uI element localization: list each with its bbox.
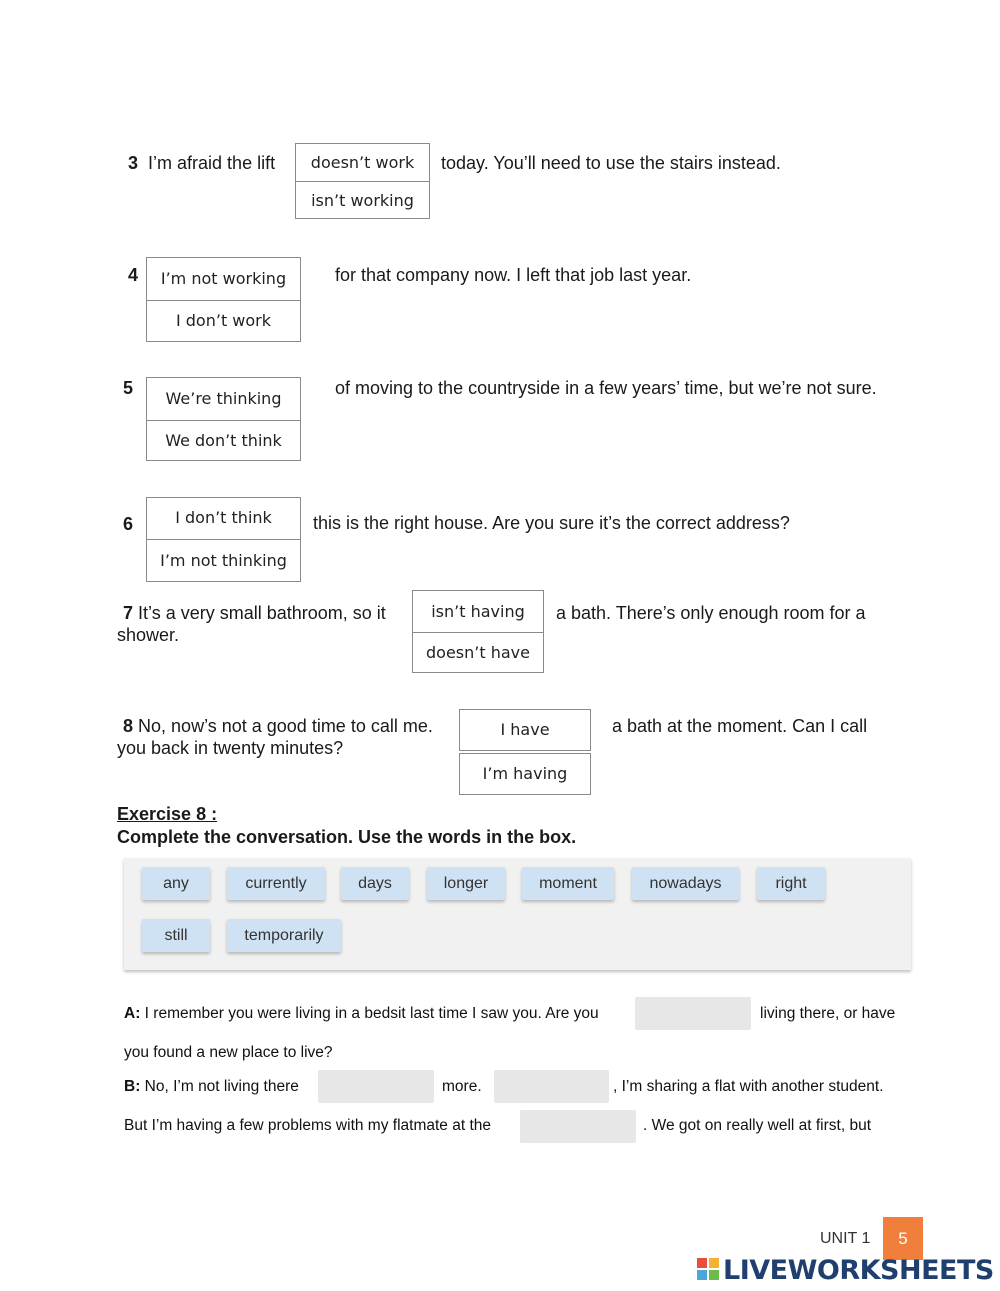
q7-number: 7 bbox=[123, 603, 134, 623]
conv-b-line1-part3: , I’m sharing a flat with another student. bbox=[613, 1078, 884, 1095]
q5-option-2[interactable]: We don’t think bbox=[147, 420, 300, 461]
q4-option-2[interactable]: I don’t work bbox=[147, 300, 300, 342]
word-chip-nowadays[interactable]: nowadays bbox=[632, 867, 739, 900]
q7-text-after: a bath. There’s only enough room for a bbox=[556, 603, 866, 623]
q8-option-1[interactable] bbox=[459, 709, 591, 751]
word-bank bbox=[124, 858, 911, 970]
conv-b-line1-part1: No, I’m not living there bbox=[144, 1078, 299, 1095]
logo-square-4 bbox=[709, 1270, 719, 1280]
q5-choice-box bbox=[146, 377, 301, 461]
word-chip-days[interactable]: days bbox=[341, 867, 409, 900]
word-chip-temporarily[interactable]: temporarily bbox=[227, 919, 341, 952]
logo-square-2 bbox=[709, 1258, 719, 1268]
q4-text-after: for that company now. I left that job last year. bbox=[335, 265, 692, 285]
q7-choice-box bbox=[412, 590, 544, 673]
word-chip-currently[interactable]: currently bbox=[227, 867, 325, 900]
answer-blank-1[interactable] bbox=[635, 997, 751, 1030]
q8-text-before: No, now’s not a good time to call me. bbox=[138, 716, 433, 736]
q8-text-after: a bath at the moment. Can I call bbox=[612, 716, 868, 736]
q4-option-1[interactable]: I’m not working bbox=[160, 269, 287, 288]
conv-a-line1-before: I remember you were living in a bedsit last time I saw you. Are you bbox=[144, 1005, 599, 1022]
exercise-8-instruction: Complete the conversation. Use the words in the box. bbox=[117, 827, 577, 847]
q7-text-before: It’s a very small bathroom, so it bbox=[138, 603, 386, 623]
q3-number: 3 bbox=[128, 153, 139, 173]
word-chip-right[interactable]: right bbox=[757, 867, 825, 900]
q7-text-line2: shower. bbox=[117, 625, 180, 645]
conv-b-line2-after: . We got on really well at first, but bbox=[643, 1117, 872, 1134]
answer-blank-2[interactable] bbox=[318, 1070, 434, 1103]
conv-a-line1-after: living there, or have bbox=[760, 1005, 896, 1022]
liveworksheets-logo bbox=[697, 1255, 994, 1285]
q8-option-1-label[interactable]: I have bbox=[500, 720, 550, 739]
q4-choice-box bbox=[146, 257, 301, 342]
q3-option-1[interactable]: doesn’t work bbox=[310, 153, 415, 172]
q7-option-2[interactable]: doesn’t have bbox=[413, 632, 543, 673]
q8-number: 8 bbox=[123, 716, 134, 736]
q8-text-line2: you back in twenty minutes? bbox=[117, 738, 344, 758]
q6-choice-box bbox=[146, 497, 301, 582]
q5-number: 5 bbox=[123, 378, 134, 398]
word-chip-still[interactable]: still bbox=[142, 919, 210, 952]
q6-number: 6 bbox=[123, 514, 134, 534]
answer-blank-4[interactable] bbox=[520, 1110, 636, 1143]
q3-text-after: today. You’ll need to use the stairs instead. bbox=[441, 153, 781, 173]
q3-row bbox=[128, 152, 275, 174]
q6-text-after: this is the right house. Are you sure it’s the correct address? bbox=[313, 513, 790, 533]
unit-label: UNIT 1 bbox=[820, 1230, 871, 1247]
exercise-8-title: Exercise 8 : bbox=[117, 804, 218, 824]
q4-number: 4 bbox=[128, 265, 139, 285]
answer-blank-3[interactable] bbox=[494, 1070, 609, 1103]
q8-option-2[interactable] bbox=[459, 753, 591, 795]
liveworksheets-logo-icon bbox=[697, 1258, 721, 1282]
word-chip-longer[interactable]: longer bbox=[427, 867, 505, 900]
conv-b-line1 bbox=[124, 1078, 299, 1096]
q7-option-1[interactable]: isn’t having bbox=[431, 602, 525, 621]
speaker-a: A: bbox=[124, 1005, 141, 1022]
logo-square-1 bbox=[697, 1258, 707, 1268]
logo-square-3 bbox=[697, 1270, 707, 1280]
q7-row bbox=[123, 602, 386, 624]
q3-text-before: I’m afraid the lift bbox=[148, 153, 276, 173]
conv-b-line1-part2: more. bbox=[442, 1078, 482, 1095]
liveworksheets-brand: LIVEWORKSHEETS bbox=[723, 1254, 994, 1286]
q5-option-1[interactable]: We’re thinking bbox=[165, 389, 282, 408]
q3-choice-box bbox=[295, 143, 430, 219]
q3-option-2[interactable]: isn’t working bbox=[296, 181, 429, 219]
word-chip-any[interactable]: any bbox=[142, 867, 210, 900]
q6-option-2[interactable]: I’m not thinking bbox=[147, 539, 300, 582]
speaker-b: B: bbox=[124, 1078, 141, 1095]
q8-row bbox=[123, 715, 433, 737]
page-number-badge: 5 bbox=[883, 1217, 923, 1260]
word-chip-moment[interactable]: moment bbox=[522, 867, 614, 900]
conv-b-line2-before: But I’m having a few problems with my flatmate at the bbox=[124, 1117, 491, 1134]
q6-option-1[interactable]: I don’t think bbox=[175, 508, 272, 527]
q5-text-after: of moving to the countryside in a few years’ time, but we’re not sure. bbox=[335, 378, 877, 398]
conv-a-line2: you found a new place to live? bbox=[124, 1044, 333, 1061]
conv-a-line1 bbox=[124, 1005, 599, 1023]
q8-option-2-label[interactable]: I’m having bbox=[482, 764, 568, 783]
